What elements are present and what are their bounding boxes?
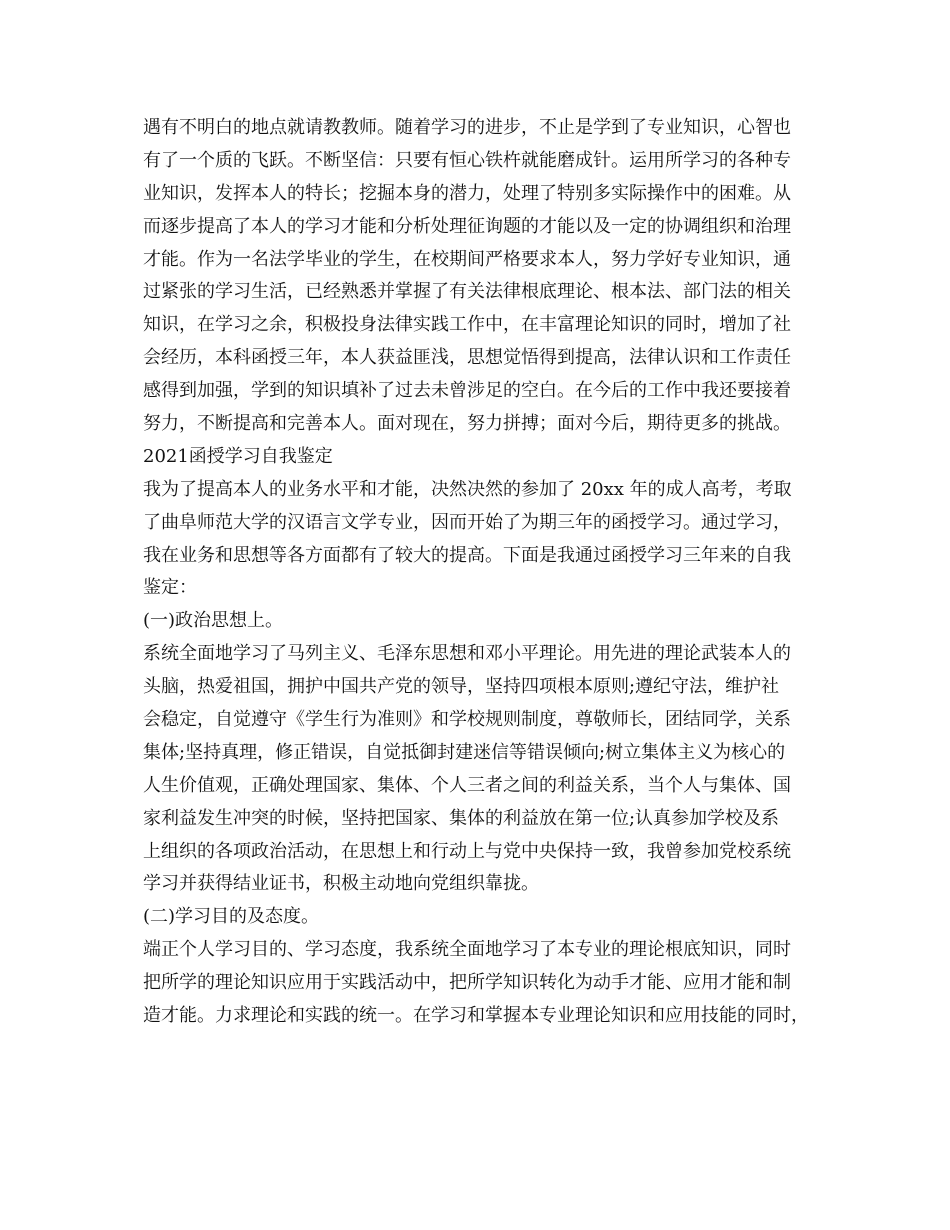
text-line: 造才能。力求理论和实践的统一。在学习和掌握本专业理论知识和应用技能的同时， [143, 1005, 809, 1027]
text-line: 2021函授学习自我鉴定 [143, 445, 333, 467]
text-line: 鉴定： [143, 577, 197, 599]
text-line: 学习并获得结业证书，积极主动地向党组织靠拢。 [143, 873, 539, 895]
document-body [143, 112, 833, 1033]
text-line: 把所学的理论知识应用于实践活动中，把所学知识转化为动手才能、应用才能和制 [143, 972, 791, 994]
text-line: 努力，不断提高和完善本人。面对现在，努力拼搏；面对今后，期待更多的挑战。 [143, 413, 791, 435]
text-line: 集体;坚持真理，修正错误，自觉抵御封建迷信等错误倾向;树立集体主义为核心的 [143, 741, 786, 763]
text-line: 我为了提高本人的业务水平和才能，决然决然的参加了 20xx 年的成人高考，考取 [143, 478, 792, 500]
text-line: 会经历，本科函授三年，本人获益匪浅，思想觉悟得到提高，法律认识和工作责任 [143, 347, 791, 369]
text-line: 家利益发生冲突的时候，坚持把国家、集体的利益放在第一位;认真参加学校及系 [143, 807, 780, 829]
text-line: 知识，在学习之余，积极投身法律实践工作中，在丰富理论知识的同时，增加了社 [143, 314, 791, 336]
text-line: 上组织的各项政治活动，在思想上和行动上与党中央保持一致，我曾参加党校系统 [143, 840, 791, 862]
text-line: 端正个人学习目的、学习态度，我系统全面地学习了本专业的理论根底知识，同时 [143, 939, 791, 961]
text-line: 业知识，发挥本人的特长；挖掘本身的潜力，处理了特别多实际操作中的困难。从 [143, 182, 791, 204]
text-line: (一)政治思想上。 [143, 610, 284, 632]
text-line: 人生价值观，正确处理国家、集体、个人三者之间的利益关系，当个人与集体、国 [143, 774, 791, 796]
text-line: 遇有不明白的地点就请教教师。随着学习的进步，不止是学到了专业知识，心智也 [143, 117, 791, 138]
text-line: 才能。作为一名法学毕业的学生，在校期间严格要求本人，努力学好专业知识，通 [143, 248, 791, 270]
text-line: 而逐步提高了本人的学习才能和分析处理征询题的才能以及一定的协调组织和治理 [143, 215, 791, 237]
text-line: 过紧张的学习生活，已经熟悉并掌握了有关法律根底理论、根本法、部门法的相关 [143, 281, 791, 303]
text-line: 会稳定，自觉遵守《学生行为准则》和学校规则制度，尊敬师长，团结同学，关系 [143, 709, 791, 731]
text-line: 了曲阜师范大学的汉语言文学专业，因而开始了为期三年的函授学习。通过学习， [143, 511, 791, 533]
text-line: 系统全面地学习了马列主义、毛泽东思想和邓小平理论。用先进的理论武装本人的 [143, 643, 791, 665]
text-line: 有了一个质的飞跃。不断坚信：只要有恒心铁杵就能磨成针。运用所学习的各种专 [143, 149, 791, 171]
text-line: 头脑，热爱祖国，拥护中国共产党的领导，坚持四项根本原则;遵纪守法，维护社 [143, 676, 780, 698]
text-line: 我在业务和思想等各方面都有了较大的提高。下面是我通过函授学习三年来的自我 [143, 544, 791, 566]
text-line: 感得到加强，学到的知识填补了过去未曾涉足的空白。在今后的工作中我还要接着 [143, 380, 791, 402]
text-line: (二)学习目的及态度。 [143, 906, 320, 928]
